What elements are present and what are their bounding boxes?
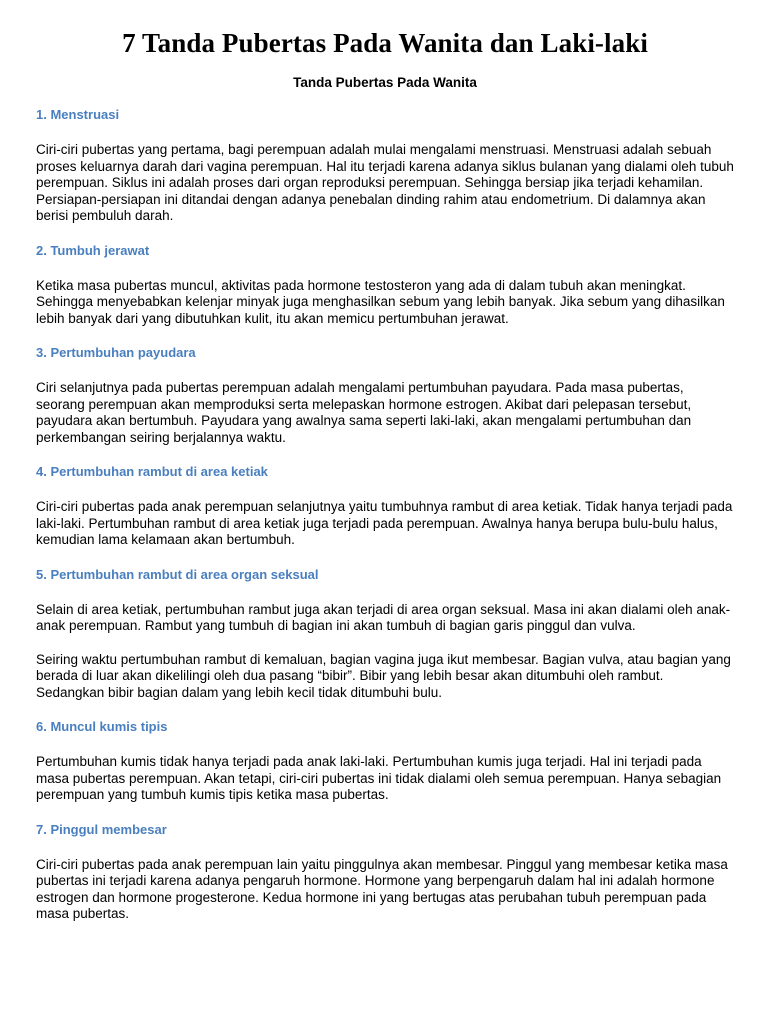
document-subtitle: Tanda Pubertas Pada Wanita — [293, 75, 477, 90]
section-5 — [36, 566, 734, 702]
section-paragraph: Ciri selanjutnya pada pubertas perempuan adalah mengalami pertumbuhan payudara. Pada masa pubertas, seorang perempuan akan memproduksi serta melepaskan hormone estrogen. Akibat dari pelepasan tersebut, payudara akan bertumbuh. Payudara yang awalnya sama seperti laki-laki, akan mengalami pertumbuhan dan perkembangan seiring berjalannya waktu. — [36, 380, 692, 445]
section-paragraph: Selain di area ketiak, pertumbuhan rambut juga akan terjadi di area organ seksual. Masa ini akan dialami oleh anak-anak perempuan. Rambut yang tumbuh di bagian ini akan tumbuh di bagian garis pinggul dan vulva. — [36, 601, 731, 633]
section-heading: 6. Muncul kumis tipis — [36, 719, 168, 734]
sections-container — [36, 106, 734, 923]
section-heading: 7. Pinggul membesar — [36, 821, 167, 837]
section-heading: 5. Pertumbuhan rambut di area organ seksual — [36, 566, 319, 582]
section-heading: 2. Tumbuh jerawat — [36, 242, 150, 258]
section-1 — [36, 106, 734, 225]
section-3 — [36, 344, 734, 446]
document-title: 7 Tanda Pubertas Pada Wanita dan Laki-laki — [122, 28, 648, 58]
section-6 — [36, 718, 734, 804]
section-paragraph: Ketika masa pubertas muncul, aktivitas pada hormone testosteron yang ada di dalam tubuh akan meningkat. Sehingga menyebabkan kelenjar minyak juga menghasilkan sebum yang lebih banyak. Jika sebum yang dihasilkan lebih banyak dari yang dibutuhkan kulit, itu akan memicu pertumbuhan jerawat. — [36, 277, 725, 326]
section-2 — [36, 242, 734, 328]
section-7 — [36, 821, 734, 923]
section-4 — [36, 463, 734, 549]
section-heading: 1. Menstruasi — [36, 107, 120, 122]
section-paragraph: Seiring waktu pertumbuhan rambut di kemaluan, bagian vagina juga ikut membesar. Bagian vulva, atau bagian yang berada di luar akan dikelilingi oleh dua pasang “bibir”. Bibir yang lebih besar akan ditumbuhi oleh rambut. Sedangkan bibir bagian dalam yang lebih kecil tidak ditumbuhi bulu. — [36, 651, 731, 700]
section-heading: 3. Pertumbuhan payudara — [36, 345, 196, 360]
section-paragraph: Ciri-ciri pubertas yang pertama, bagi perempuan adalah mulai mengalami menstruasi. Menstruasi adalah sebuah proses keluarnya darah dari vagina perempuan. Hal itu terjadi karena adanya siklus bulanan yang dialami oleh tubuh perempuan. Siklus ini adalah proses dari organ reproduksi perempuan. Sehingga bersiap jika terjadi kehamilan. Persiapan-persiapan ini ditandai dengan adanya penebalan dinding rahim atau endometrium. Di dalamnya akan berisi pembuluh darah. — [36, 142, 734, 223]
section-heading: 4. Pertumbuhan rambut di area ketiak — [36, 464, 268, 479]
section-paragraph: Ciri-ciri pubertas pada anak perempuan selanjutnya yaitu tumbuhnya rambut di area ketiak. Tidak hanya terjadi pada laki-laki. Pertumbuhan rambut di area ketiak juga terjadi pada perempuan. Awalnya hanya berupa bulu-bulu halus, kemudian lama kelamaan akan bertumbuh. — [36, 499, 733, 547]
section-paragraph: Pertumbuhan kumis tidak hanya terjadi pada anak laki-laki. Pertumbuhan kumis juga terjadi. Hal ini terjadi pada masa pubertas perempuan. Akan tetapi, ciri-ciri pubertas ini tidak dialami oleh semua perempuan. Hanya sebagian perempuan yang tumbuh kumis tipis ketika masa pubertas. — [36, 754, 722, 802]
section-paragraph: Ciri-ciri pubertas pada anak perempuan lain yaitu pinggulnya akan membesar. Pinggul yang membesar ketika masa pubertas ini terjadi karena adanya pengaruh hormone. Hormone yang berpengaruh dalam hal ini adalah hormone estrogen dan hormone progesterone. Kedua hormone ini yang bertugas atas perubahan tubuh perempuan pada masa pubertas. — [36, 856, 728, 921]
